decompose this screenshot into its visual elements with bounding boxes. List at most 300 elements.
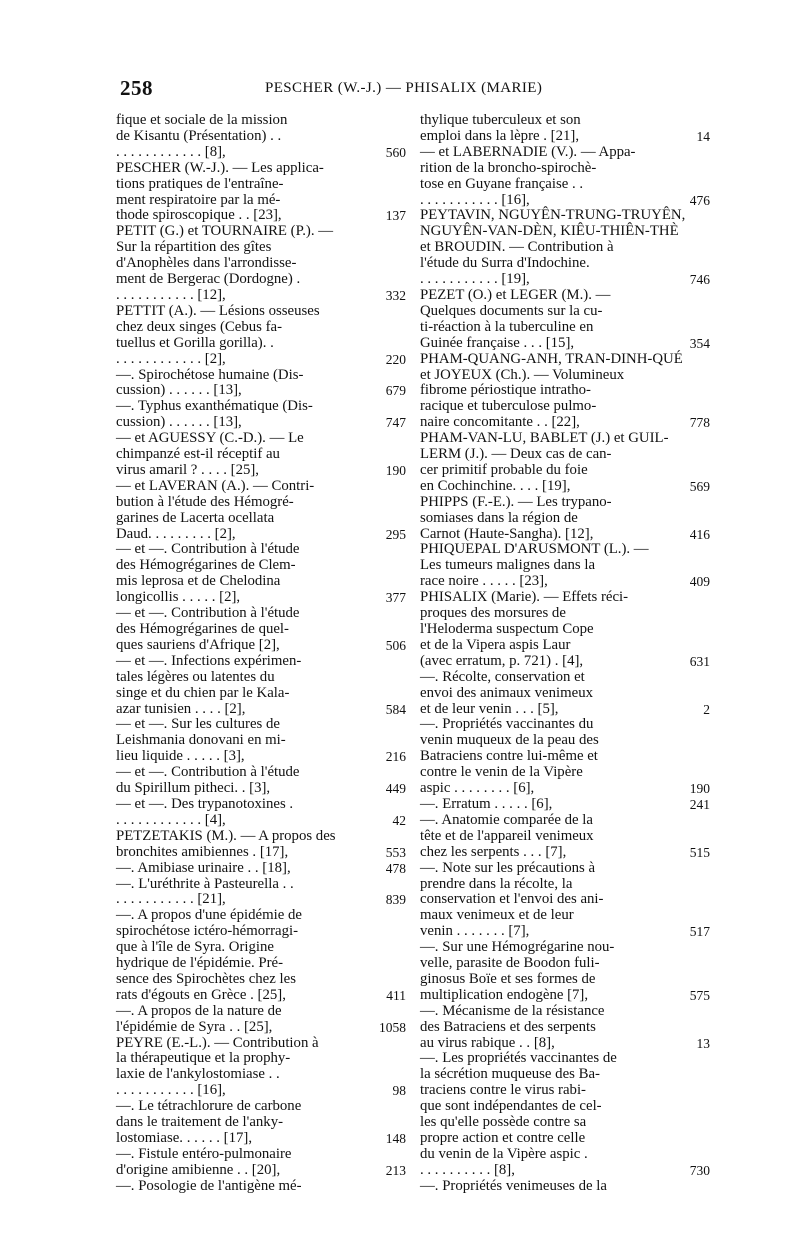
page-reference: 213 [385, 1162, 406, 1178]
index-line [116, 1004, 388, 1020]
entry-text: l'épidémie de Syra . . [25], [116, 1018, 273, 1035]
entry-text: aspic . . . . . . . . [6], [420, 780, 535, 797]
index-line [116, 1051, 388, 1067]
entry-text: longicollis . . . . . [2], [116, 589, 241, 606]
page-reference: 730 [689, 1162, 710, 1178]
page-header [120, 76, 700, 106]
page-reference: 409 [689, 574, 710, 590]
entry-text: — et —. Contribution à l'étude [116, 605, 300, 622]
index-line [116, 1082, 406, 1099]
entry-text: —. Spirochétose humaine (Dis- [116, 366, 304, 383]
page-reference: 377 [385, 590, 406, 606]
index-line [116, 1130, 406, 1147]
entry-text: l'étude du Surra d'Indochine. [420, 255, 590, 272]
index-line [420, 1115, 692, 1131]
index-line [420, 288, 692, 304]
index-line [420, 1147, 692, 1163]
entry-text: race noire . . . . . [23], [420, 573, 548, 590]
entry-text: . . . . . . . . . . . . [2], [116, 350, 226, 367]
index-line [420, 1099, 692, 1115]
page-reference: 747 [385, 415, 406, 431]
entry-text: . . . . . . . . . . . [16], [420, 191, 530, 208]
entry-text: chimpanzé est-il réceptif au [116, 446, 280, 463]
entry-text: bution à l'étude des Hémogré- [116, 493, 294, 510]
page-reference: 778 [689, 415, 710, 431]
index-line [116, 161, 388, 177]
entry-text: traciens contre le virus rabi- [420, 1082, 586, 1099]
index-line [420, 606, 692, 622]
index-line [116, 224, 388, 240]
index-line [116, 447, 388, 463]
page-reference: 241 [689, 796, 710, 812]
index-line [420, 256, 692, 272]
index-line [116, 207, 406, 224]
index-line [420, 161, 692, 177]
entry-text: —. Le tétrachlorure de carbone [116, 1098, 302, 1115]
entry-text: . . . . . . . . . . . [21], [116, 891, 226, 908]
entry-text: velle, parasite de Boodon fuli- [420, 955, 600, 972]
index-line [116, 908, 388, 924]
entry-text: . . . . . . . . . . . [16], [116, 1082, 226, 1099]
index-line [116, 113, 388, 129]
entry-text: NGUYÊN-VAN-DÈN, KIÊU-THIÊN-THÈ [420, 223, 679, 240]
page-reference: 13 [696, 1035, 710, 1051]
entry-text: lostomiase. . . . . . [17], [116, 1130, 253, 1146]
index-line [116, 129, 388, 145]
index-line [420, 127, 710, 145]
index-line [420, 1034, 710, 1052]
entry-text: rition de la broncho-spirochè- [420, 159, 597, 176]
index-line [116, 748, 406, 765]
entry-text: Les tumeurs malignes dans la [420, 557, 596, 574]
page-reference: 506 [385, 637, 406, 653]
entry-text: . . . . . . . . . . . . [4], [116, 811, 226, 828]
index-line [420, 892, 692, 908]
index-line [420, 542, 692, 558]
index-line [116, 1067, 388, 1083]
index-line [420, 590, 692, 606]
page-reference: 98 [392, 1083, 406, 1099]
entry-text: tales légères ou latentes du [116, 668, 275, 685]
page-reference: 839 [385, 892, 406, 908]
entry-text: que à l'île de Syra. Origine [116, 939, 274, 956]
entry-text: de Kisantu (Présentation) . . [116, 127, 282, 144]
index-line [420, 1051, 692, 1067]
entry-text: — et AGUESSY (C.-D.). — Le [116, 430, 304, 447]
index-line [116, 1161, 406, 1179]
entry-text: contre le venin de la Vipère [420, 764, 583, 781]
entry-text: (avec erratum, p. 721) . [4], [420, 652, 584, 669]
page-reference: 137 [385, 208, 406, 224]
page-reference: 42 [392, 812, 406, 828]
index-line [420, 749, 692, 765]
index-line [116, 368, 388, 384]
entry-text: et BROUDIN. — Contribution à [420, 239, 614, 256]
index-line [116, 829, 388, 845]
entry-text: —. A propos d'une épidémie de [116, 907, 302, 924]
entry-text: fique et sociale de la mission [116, 112, 288, 128]
index-line [420, 271, 710, 288]
index-line [420, 843, 710, 861]
entry-text: spirochétose ictéro-hémorragi- [116, 923, 299, 940]
entry-text: —. A propos de la nature de [116, 1002, 282, 1019]
index-line [116, 558, 388, 574]
index-line [116, 843, 406, 861]
entry-text: et de leur venin . . . [5], [420, 700, 559, 717]
entry-text: propre action et contre celle [420, 1130, 586, 1146]
running-head: PESCHER (W.-J.) — PHISALIX (MARIE) [265, 80, 543, 96]
entry-text: somiases dans la région de [420, 509, 578, 526]
index-line [420, 352, 692, 368]
index-line [420, 780, 710, 797]
index-line [420, 700, 710, 718]
entry-text: naire concomitante . . [22], [420, 414, 580, 431]
index-line [420, 431, 692, 447]
page-reference: 746 [689, 272, 710, 288]
entry-text: PETTIT (A.). — Lésions osseuses [116, 302, 320, 319]
page-reference: 220 [385, 351, 406, 367]
entry-text: fibrome périostique intratho- [420, 382, 591, 399]
entry-text: des Hémogrégarines de Clem- [116, 557, 296, 574]
index-line [116, 733, 388, 749]
index-line [116, 143, 406, 161]
index-line [116, 811, 406, 829]
index-line [420, 622, 692, 638]
entry-text: racique et tuberculose pulmo- [420, 398, 597, 415]
entry-text: tête et de l'appareil venimeux [420, 827, 594, 844]
entry-text: PESCHER (W.-J.). — Les applica- [116, 159, 324, 176]
entry-text: —. Amibiase urinaire . . [18], [116, 859, 291, 876]
entry-text: Quelques documents sur la cu- [420, 302, 603, 319]
left-column [116, 112, 406, 1195]
index-line [116, 765, 388, 781]
index-line [116, 636, 406, 654]
index-line [116, 495, 388, 511]
index-line [116, 479, 388, 495]
entry-text: Carnot (Haute-Sangha). [12], [420, 525, 594, 542]
entry-text: les qu'elle possède contre sa [420, 1114, 587, 1131]
index-line [420, 1067, 692, 1083]
entry-text: d'Anophèles dans l'arrondisse- [116, 255, 297, 272]
entry-text: azar tunisien . . . . [2], [116, 700, 246, 717]
entry-text: PHIPPS (F.-E.). — Les trypano- [420, 493, 612, 510]
index-line [420, 765, 692, 781]
index-line [116, 924, 388, 940]
entry-text: — et —. Infections expérimen- [116, 652, 302, 669]
index-line [420, 717, 692, 733]
entry-text: tose en Guyane française . . [420, 175, 584, 192]
index-line [420, 940, 692, 956]
index-line [116, 940, 388, 956]
page-reference: 449 [385, 781, 406, 797]
index-line [420, 1161, 710, 1179]
page-number: 258 [120, 76, 153, 100]
index-line [420, 447, 692, 463]
index-line [420, 972, 692, 988]
index-line [420, 495, 692, 511]
page-reference: 517 [689, 924, 710, 940]
index-line [116, 956, 388, 972]
index-line [420, 923, 710, 940]
index-line [420, 829, 692, 845]
index-line [420, 861, 692, 877]
page-reference: 148 [385, 1131, 406, 1146]
entry-text: —. Les propriétés vaccinantes de [420, 1050, 617, 1067]
entry-text: Sur la répartition des gîtes [116, 239, 272, 256]
entry-text: PEZET (O.) et LEGER (M.). — [420, 286, 611, 303]
entry-text: PHAM-QUANG-ANH, TRAN-DINH-QUÉ [420, 350, 683, 367]
entry-text: —. Propriétés vaccinantes du [420, 716, 594, 733]
entry-text: prendre dans la récolte, la [420, 875, 573, 892]
entry-text: LERM (J.). — Deux cas de can- [420, 446, 612, 463]
entry-text: laxie de l'ankylostomiase . . [116, 1066, 280, 1083]
index-line [116, 1179, 388, 1195]
entry-text: dans le traitement de l'anky- [116, 1114, 284, 1131]
index-line [420, 1004, 692, 1020]
index-line [116, 717, 388, 733]
index-line [420, 304, 692, 320]
index-line [116, 1099, 388, 1115]
entry-text: —. Posologie de l'antigène mé- [116, 1177, 302, 1194]
entry-text: des Batraciens et des serpents [420, 1018, 596, 1035]
index-line [116, 670, 388, 686]
entry-text: ginosus Boïe et ses formes de [420, 970, 596, 987]
index-line [116, 525, 406, 543]
index-line [420, 1179, 692, 1195]
page-reference: 216 [385, 749, 406, 765]
index-line [116, 461, 406, 479]
entry-text: — et —. Contribution à l'étude [116, 764, 300, 781]
index-line [116, 304, 388, 320]
entry-text: proques des morsures de [420, 605, 566, 622]
entry-text: en Cochinchine. . . . [19], [420, 477, 571, 494]
index-line [420, 670, 692, 686]
entry-text: du Spirillum pitheci. . [3], [116, 780, 271, 797]
entry-text: —. Sur une Hémogrégarine nou- [420, 939, 615, 956]
index-line [420, 686, 692, 702]
index-line [420, 1020, 692, 1036]
index-line [116, 589, 406, 606]
entry-text: tions pratiques de l'entraîne- [116, 175, 284, 192]
entry-text: cussion) . . . . . . [13], [116, 382, 242, 399]
index-line [116, 542, 388, 558]
entry-text: —. Erratum . . . . . [6], [420, 795, 553, 812]
entry-text: maux venimeux et de leur [420, 907, 574, 924]
index-line [116, 859, 406, 877]
page-reference: 416 [689, 526, 710, 542]
entry-text: au virus rabique . . [8], [420, 1034, 555, 1051]
index-line [116, 986, 406, 1004]
entry-text: —. Récolte, conservation et [420, 668, 585, 685]
index-line [116, 240, 388, 256]
entry-text: . . . . . . . . . . . [19], [420, 271, 530, 288]
index-line [420, 956, 692, 972]
entry-text: PHIQUEPAL D'ARUSMONT (L.). — [420, 541, 649, 558]
index-line [116, 686, 388, 702]
entry-text: des Hémogrégarines de quel- [116, 621, 289, 637]
entry-text: mis leprosa et de Chelodina [116, 573, 281, 590]
entry-text: l'Heloderma suspectum Cope [420, 621, 594, 637]
index-line [116, 414, 406, 431]
entry-text: tuellus et Gorilla gorilla). . [116, 334, 274, 351]
page-reference: 190 [385, 462, 406, 478]
index-line [420, 986, 710, 1004]
index-line [420, 145, 692, 161]
entry-text: ment respiratoire par la mé- [116, 191, 281, 208]
index-line [116, 1018, 406, 1036]
index-line [420, 525, 710, 543]
entry-text: . . . . . . . . . . [8], [420, 1161, 515, 1178]
index-line [420, 320, 692, 336]
index-line [420, 558, 692, 574]
index-line [116, 606, 388, 622]
entry-text: cer primitif probable du foie [420, 461, 588, 478]
right-column [420, 112, 710, 1195]
index-line [116, 320, 388, 336]
entry-text: —. Propriétés venimeuses de la [420, 1177, 607, 1194]
entry-text: emploi dans la lèpre . [21], [420, 127, 580, 144]
index-line [420, 383, 692, 399]
index-line [420, 813, 692, 829]
index-line [116, 382, 406, 399]
index-line [116, 272, 388, 288]
index-line [116, 1147, 388, 1163]
entry-text: chez deux singes (Cebus fa- [116, 318, 282, 335]
index-line [116, 177, 388, 193]
page-reference: 515 [689, 844, 710, 860]
entry-text: hydrique de l'épidémie. Pré- [116, 955, 284, 972]
index-line [420, 573, 710, 590]
index-line [420, 1131, 692, 1147]
index-line [420, 334, 710, 352]
entry-text: thylique tuberculeux et son [420, 112, 581, 128]
entry-text: virus amaril ? . . . . [25], [116, 461, 259, 478]
index-line [420, 177, 692, 193]
entry-text: garines de Lacerta ocellata [116, 509, 275, 526]
entry-text: —. Anatomie comparée de la [420, 811, 593, 828]
page-reference: 411 [386, 987, 406, 1003]
entry-text: la sécrétion muqueuse des Ba- [420, 1066, 600, 1083]
index-line [116, 399, 388, 415]
entry-text: . . . . . . . . . . . [12], [116, 286, 226, 303]
index-line [420, 463, 692, 479]
entry-text: d'origine amibienne . . [20], [116, 1161, 281, 1178]
entry-text: — et —. Contribution à l'étude [116, 541, 300, 558]
entry-text: rats d'égouts en Grèce . [25], [116, 986, 286, 1003]
entry-text: — et LABERNADIE (V.). — Appa- [420, 143, 636, 160]
index-line [420, 877, 692, 893]
index-line [116, 891, 406, 908]
index-line [420, 795, 710, 813]
index-line [116, 877, 388, 893]
page-reference: 354 [689, 335, 710, 351]
index-line [116, 622, 388, 638]
index-line [116, 256, 388, 272]
page-reference: 295 [385, 526, 406, 542]
page-reference: 679 [385, 383, 406, 399]
page-reference: 2 [703, 701, 710, 717]
index-line [116, 700, 406, 718]
index-line [420, 477, 710, 495]
index-columns [116, 113, 710, 1233]
entry-text: —. Mécanisme de la résistance [420, 1002, 605, 1019]
entry-text: Batraciens contre lui-même et [420, 748, 598, 765]
entry-text: conservation et l'envoi des ani- [420, 891, 604, 908]
index-line [116, 1115, 388, 1131]
entry-text: —. Note sur les précautions à [420, 859, 596, 876]
index-line [116, 574, 388, 590]
index-line [116, 1036, 388, 1052]
entry-text: singe et du chien par le Kala- [116, 684, 290, 701]
index-line [116, 286, 406, 304]
entry-text: chez les serpents . . . [7], [420, 843, 567, 860]
entry-text: —. Typhus exanthématique (Dis- [116, 398, 313, 415]
page-reference: 332 [385, 287, 406, 303]
index-line [420, 224, 692, 240]
index-line [420, 240, 692, 256]
entry-text: PEYTAVIN, NGUYÊN-TRUNG-TRUYÊN, [420, 207, 686, 224]
entry-text: lieu liquide . . . . . [3], [116, 748, 245, 765]
entry-text: ti-réaction à la tuberculine en [420, 318, 594, 335]
entry-text: cussion) . . . . . . [13], [116, 414, 242, 431]
page-reference: 631 [689, 653, 710, 669]
entry-text: et de la Vipera aspis Laur [420, 636, 571, 653]
index-line [116, 972, 388, 988]
page-reference: 553 [385, 844, 406, 860]
entry-text: sence des Spirochètes chez les [116, 970, 296, 987]
index-line [420, 368, 692, 384]
entry-text: ques sauriens d'Afrique [2], [116, 636, 280, 653]
entry-text: . . . . . . . . . . . . [8], [116, 143, 226, 160]
entry-text: PHAM-VAN-LU, BABLET (J.) et GUIL- [420, 430, 669, 447]
index-line [420, 414, 710, 431]
entry-text: Guinée française . . . [15], [420, 334, 575, 351]
entry-text: — et —. Des trypanotoxines . [116, 795, 294, 812]
index-line [116, 654, 388, 670]
index-line [116, 431, 388, 447]
entry-text: PEYRE (E.-L.). — Contribution à [116, 1034, 319, 1051]
page-reference: 190 [689, 781, 710, 797]
entry-text: venin muqueux de la peau des [420, 732, 599, 749]
entry-text: multiplication endogène [7], [420, 986, 589, 1003]
page-reference: 575 [689, 987, 710, 1003]
entry-text: Leishmania donovani en mi- [116, 732, 286, 749]
page-reference: 1058 [379, 1019, 406, 1035]
index-line [420, 113, 692, 129]
entry-text: —. L'uréthrite à Pasteurella . . [116, 875, 294, 892]
entry-text: —. Fistule entéro-pulmonaire [116, 1145, 292, 1162]
index-line [420, 399, 692, 415]
entry-text: bronchites amibiennes . [17], [116, 843, 289, 860]
entry-text: venin . . . . . . . [7], [420, 923, 530, 940]
index-line [116, 193, 388, 209]
index-line [116, 336, 388, 352]
index-line [116, 511, 388, 527]
index-line [116, 350, 406, 368]
index-line [116, 780, 406, 797]
entry-text: thode spiroscopique . . [23], [116, 207, 282, 224]
page-reference: 14 [696, 128, 710, 144]
index-line [420, 908, 692, 924]
entry-text: PHISALIX (Marie). — Effets réci- [420, 589, 629, 606]
entry-text: Daud. . . . . . . . . [2], [116, 525, 236, 542]
index-line [116, 797, 388, 813]
entry-text: ment de Bergerac (Dordogne) . [116, 271, 301, 288]
entry-text: la thérapeutique et la prophy- [116, 1050, 291, 1067]
entry-text: — et —. Sur les cultures de [116, 716, 280, 733]
entry-text: envoi des animaux venimeux [420, 684, 593, 701]
index-line [420, 733, 692, 749]
